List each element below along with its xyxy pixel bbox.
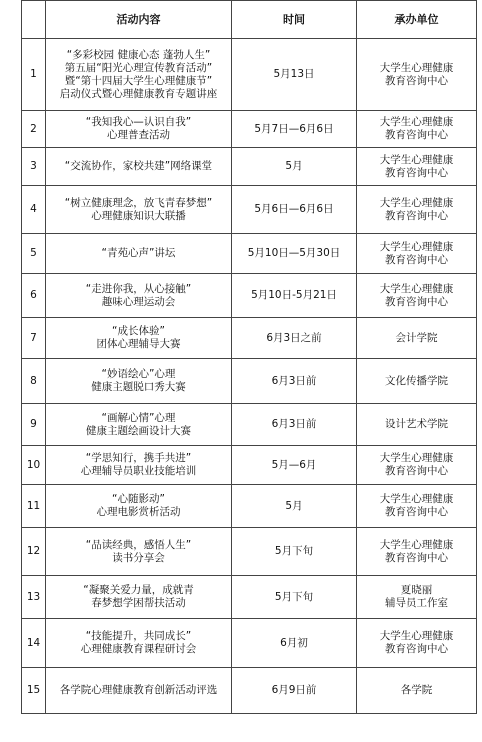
activity-content-cell (46, 485, 232, 528)
organizer-line: 大学生心理健康 (379, 493, 454, 505)
organizer-line: 夏晓丽 (400, 584, 433, 596)
activity-content-line: “多彩校园 健康心态 蓬勃人生” (66, 48, 211, 61)
organizer-line: 大学生心理健康 (379, 282, 454, 295)
organizer-line: 教育咨询中心 (385, 74, 448, 87)
activity-content-cell (46, 318, 232, 359)
activity-content-cell (46, 111, 232, 148)
activity-content-line: 心理电影赏析活动 (96, 506, 181, 518)
organizer-line: 会计学院 (395, 331, 438, 344)
activity-content-line: “走进你我，从心接触” (85, 282, 192, 295)
activity-content-line: “技能提升，共同成长” (85, 630, 192, 642)
organizer-line: 大学生心理健康 (379, 116, 454, 128)
activity-content-line: 暨“第十四届大学生心理健康节” (64, 74, 213, 87)
organizer-cell (357, 668, 477, 714)
activity-content-line: “学思知行，携手共进” (85, 452, 192, 464)
organizer-cell (357, 446, 477, 485)
activity-content-line: 第五届“阳光心理宣传教育活动” (64, 61, 213, 74)
row-number: 3 (22, 148, 46, 186)
activity-content-line: “青苑心声”讲坛 (101, 247, 176, 259)
row-number: 10 (22, 446, 46, 485)
header-unit: 承办单位 (357, 1, 477, 39)
table-row (22, 668, 477, 714)
activity-time-cell: 6月3日前 (232, 359, 357, 404)
row-number: 7 (22, 318, 46, 359)
table-row (22, 404, 477, 446)
activity-content-line: 春梦想学困帮扶活动 (91, 597, 186, 609)
row-number: 8 (22, 359, 46, 404)
activity-content-cell (46, 39, 232, 111)
organizer-line: 教育咨询中心 (385, 643, 448, 655)
organizer-line: 文化传播学院 (385, 374, 448, 387)
row-number: 5 (22, 234, 46, 274)
activity-time-cell: 6月3日前 (232, 404, 357, 446)
activity-content-line: 心理辅导员职业技能培训 (80, 465, 197, 477)
activity-time-cell: 5月6日—6月6日 (232, 186, 357, 234)
organizer-cell (357, 186, 477, 234)
organizer-cell (357, 39, 477, 111)
activity-content-line: “妙语绘心”心理 (101, 368, 176, 380)
organizer-cell (357, 576, 477, 619)
table-row (22, 186, 477, 234)
row-number: 4 (22, 186, 46, 234)
activity-content-line: 启动仪式暨心理健康教育专题讲座 (59, 87, 218, 100)
organizer-line: 大学生心理健康 (379, 61, 454, 74)
organizer-cell (357, 234, 477, 274)
activity-content-line: 趣味心理运动会 (101, 295, 176, 308)
organizer-line: 教育咨询中心 (385, 129, 448, 141)
activity-content-cell (46, 234, 232, 274)
activity-content-line: 读书分享会 (112, 551, 165, 564)
activity-time-cell: 5月 (232, 148, 357, 186)
activity-time-cell: 6月9日前 (232, 668, 357, 714)
organizer-cell (357, 485, 477, 528)
table-row (22, 576, 477, 619)
activity-content-line: 心理健康教育课程研讨会 (80, 643, 197, 655)
activity-content-cell (46, 446, 232, 485)
activity-content-line: “心随影动” (112, 493, 165, 505)
organizer-line: 各学院 (400, 684, 433, 696)
organizer-line: 大学生心理健康 (379, 196, 454, 209)
row-number: 15 (22, 668, 46, 714)
organizer-cell (357, 528, 477, 576)
organizer-cell (357, 404, 477, 446)
activity-content-cell (46, 619, 232, 668)
table-body (22, 39, 477, 714)
table-row (22, 359, 477, 404)
organizer-line: 教育咨询中心 (385, 295, 448, 308)
activity-content-line: “画解心情”心理 (101, 411, 176, 424)
activity-content-line: 健康主题脱口秀大赛 (91, 381, 186, 393)
activity-content-cell (46, 274, 232, 318)
organizer-line: 设计艺术学院 (385, 418, 448, 430)
activity-time-cell: 5月—6月 (232, 446, 357, 485)
activity-time-cell: 5月 (232, 485, 357, 528)
organizer-line: 大学生心理健康 (379, 153, 454, 166)
activity-content-line: “品读经典，感悟人生” (85, 538, 192, 551)
organizer-cell (357, 359, 477, 404)
activity-content-line: “凝聚关爱力量，成就青 (83, 584, 194, 596)
organizer-cell (357, 318, 477, 359)
table-row (22, 148, 477, 186)
table-row (22, 274, 477, 318)
table-row (22, 485, 477, 528)
organizer-line: 教育咨询中心 (385, 506, 448, 518)
row-number: 12 (22, 528, 46, 576)
header-time: 时间 (232, 1, 357, 39)
activity-content-line: 健康主题绘画设计大赛 (86, 424, 191, 437)
organizer-line: 教育咨询中心 (385, 551, 448, 564)
header-num (22, 1, 46, 39)
activity-content-line: 心理普查活动 (107, 129, 170, 141)
row-number: 13 (22, 576, 46, 619)
organizer-line: 辅导员工作室 (385, 597, 448, 609)
activity-content-line: “交流协作，家校共建”网络课堂 (64, 160, 213, 172)
table-row (22, 528, 477, 576)
row-number: 9 (22, 404, 46, 446)
table-row (22, 318, 477, 359)
activity-time-cell: 5月13日 (232, 39, 357, 111)
table-row (22, 446, 477, 485)
activity-content-cell (46, 668, 232, 714)
organizer-line: 大学生心理健康 (379, 240, 454, 253)
activity-content-cell (46, 576, 232, 619)
activity-time-cell: 5月7日—6月6日 (232, 111, 357, 148)
activity-time-cell: 5月10日-5月21日 (232, 274, 357, 318)
organizer-cell (357, 274, 477, 318)
organizer-line: 大学生心理健康 (379, 538, 454, 551)
activity-content-line: “成长体验” (112, 325, 165, 337)
header-row (22, 1, 477, 39)
activity-content-cell (46, 404, 232, 446)
table-row (22, 39, 477, 111)
row-number: 11 (22, 485, 46, 528)
activity-content-cell (46, 186, 232, 234)
activity-content-line: “我知我心—认识自我” (85, 116, 192, 128)
activity-content-line: 各学院心理健康教育创新活动评选 (59, 684, 218, 696)
table-row (22, 619, 477, 668)
activity-content-cell (46, 148, 232, 186)
table-row (22, 111, 477, 148)
table-row (22, 234, 477, 274)
activity-content-line: 心理健康知识大联播 (91, 209, 186, 222)
organizer-line: 教育咨询中心 (385, 465, 448, 477)
organizer-line: 大学生心理健康 (379, 630, 454, 642)
organizer-cell (357, 148, 477, 186)
organizer-line: 教育咨询中心 (385, 253, 448, 266)
row-number: 6 (22, 274, 46, 318)
row-number: 1 (22, 39, 46, 111)
activity-time-cell: 6月3日之前 (232, 318, 357, 359)
header-content: 活动内容 (46, 1, 232, 39)
row-number: 2 (22, 111, 46, 148)
activity-content-cell (46, 359, 232, 404)
organizer-line: 教育咨询中心 (385, 209, 448, 222)
activity-content-cell (46, 528, 232, 576)
row-number: 14 (22, 619, 46, 668)
organizer-cell (357, 111, 477, 148)
organizer-cell (357, 619, 477, 668)
activity-content-line: “树立健康理念，放飞青春梦想” (64, 196, 213, 209)
activity-time-cell: 5月下旬 (232, 528, 357, 576)
activity-time-cell: 5月下旬 (232, 576, 357, 619)
organizer-line: 大学生心理健康 (379, 452, 454, 464)
activity-time-cell: 6月初 (232, 619, 357, 668)
organizer-line: 教育咨询中心 (385, 166, 448, 179)
activity-time-cell: 5月10日—5月30日 (232, 234, 357, 274)
activity-schedule-table (21, 0, 477, 714)
activity-content-line: 团体心理辅导大赛 (96, 338, 181, 350)
